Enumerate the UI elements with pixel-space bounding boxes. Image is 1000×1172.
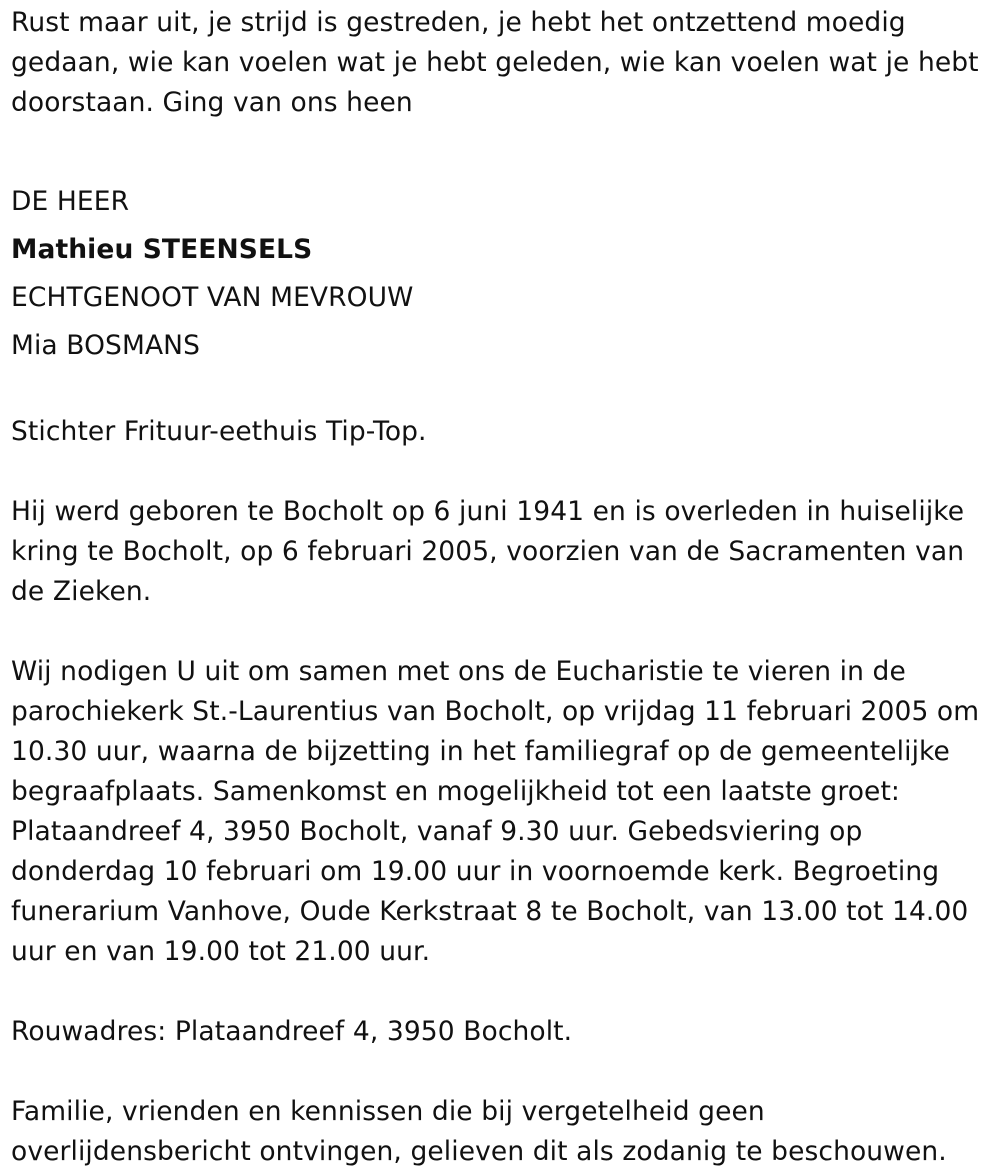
spouse-name: Mia BOSMANS [11,330,201,361]
intro-paragraph: Rust maar uit, je strijd is gestreden, je hebt het ontzettend moedig gedaan, wie kan voelen wat je hebt geleden, wie kan voelen wat je hebt doorstaan. Ging van ons heen [11,7,979,118]
mourning-address: Rouwadres: Plataandreef 4, 3950 Bocholt. [11,1016,573,1047]
deceased-name: Mathieu STEENSELS [11,234,313,265]
ceremony-paragraph: Wij nodigen U uit om samen met ons de Eucharistie te vieren in de parochiekerk St.-Laurentius van Bocholt, op vrijdag 11 februari 2005 om 10.30 uur, waarna de bijzetting in het familiegraf op de gemeentelijke begraafplaats. Samenkomst en mogelijkheid tot een laatste groet: Plataandreef 4, 3950 Bocholt, vanaf 9.30 uur. Gebedsviering op donderdag 10 februari om 19.00 uur in voornoemde kerk. Begroeting funerarium Vanhove, Oude Kerkstraat 8 te Bocholt, van 13.00 tot 14.00 uur en van 19.00 tot 21.00 uur. [11,656,980,967]
deceased-block [11,178,986,370]
obituary-document [11,3,986,1172]
relation-line: ECHTGENOOT VAN MEVROUW [11,282,414,313]
birth-death-paragraph: Hij werd geboren te Bocholt op 6 juni 1941 en is overleden in huiselijke kring te Bocholt, op 6 februari 2005, voorzien van de Sacramenten van de Zieken. [11,496,965,607]
founder-line: Stichter Frituur-eethuis Tip-Top. [11,416,427,447]
honorific: DE HEER [11,186,130,217]
closing-paragraph: Familie, vrienden en kennissen die bij vergetelheid geen overlijdensbericht ontvingen, gelieven dit als zodanig te beschouwen. [11,1096,947,1167]
